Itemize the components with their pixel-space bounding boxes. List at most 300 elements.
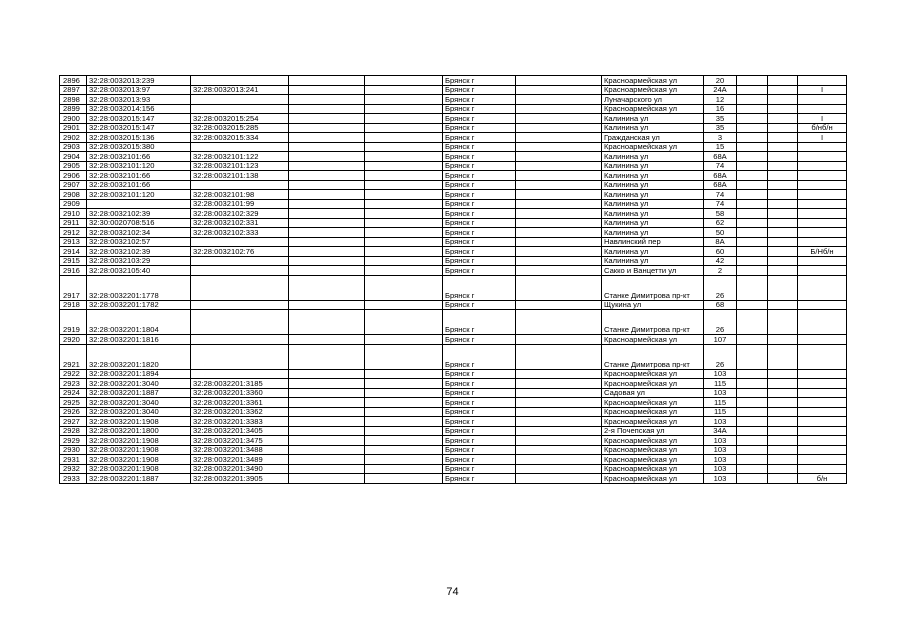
- table-cell: [768, 266, 798, 276]
- table-cell: Брянск г: [443, 436, 516, 446]
- table-cell: 2930: [60, 445, 87, 455]
- table-cell: [289, 426, 365, 436]
- table-cell: [289, 266, 365, 276]
- table-cell: Брянск г: [443, 133, 516, 143]
- table-cell: Калинина ул: [602, 256, 704, 266]
- table-cell: 2929: [60, 436, 87, 446]
- table-cell: [289, 152, 365, 162]
- table-cell: [798, 142, 847, 152]
- table-row: [60, 445, 847, 455]
- table-cell: 34А: [704, 426, 737, 436]
- table-cell: [798, 426, 847, 436]
- table-cell: Брянск г: [443, 300, 516, 310]
- table-cell: 24А: [704, 85, 737, 95]
- table-row: [60, 474, 847, 484]
- table-cell: Б/Нб/н: [798, 247, 847, 257]
- table-cell: Брянск г: [443, 161, 516, 171]
- table-cell: 2916: [60, 266, 87, 276]
- table-cell: [289, 228, 365, 238]
- table-cell: 32:28:0032102:329: [191, 209, 289, 219]
- table-cell: [768, 142, 798, 152]
- table-cell: [768, 398, 798, 408]
- table-cell: 2918: [60, 300, 87, 310]
- address-table: [59, 75, 847, 484]
- table-cell: Брянск г: [443, 455, 516, 465]
- table-cell: [737, 436, 768, 446]
- table-cell: 32:28:0032101:120: [87, 161, 191, 171]
- table-cell: 32:28:0032101:138: [191, 171, 289, 181]
- table-cell: [516, 199, 602, 209]
- table-row: [60, 300, 847, 310]
- table-cell: [516, 426, 602, 436]
- table-cell: Красноармейская ул: [602, 379, 704, 389]
- table-cell: Брянск г: [443, 171, 516, 181]
- table-row: [60, 161, 847, 171]
- table-cell: 2909: [60, 199, 87, 209]
- table-cell: [516, 474, 602, 484]
- table-cell: [737, 455, 768, 465]
- table-cell: [737, 152, 768, 162]
- table-cell: 74: [704, 199, 737, 209]
- table-cell: [768, 247, 798, 257]
- table-cell: 32:28:0032201:1816: [87, 335, 191, 345]
- table-cell: [768, 344, 798, 369]
- table-cell: Красноармейская ул: [602, 104, 704, 114]
- table-row: [60, 335, 847, 345]
- table-row: [60, 199, 847, 209]
- table-cell: [768, 417, 798, 427]
- table-cell: [737, 218, 768, 228]
- table-cell: [365, 152, 443, 162]
- table-cell: [768, 76, 798, 86]
- table-cell: Калинина ул: [602, 152, 704, 162]
- table-cell: Сакко и Ванцетти ул: [602, 266, 704, 276]
- table-cell: [191, 266, 289, 276]
- table-cell: [516, 335, 602, 345]
- table-cell: 32:28:0032201:3040: [87, 407, 191, 417]
- table-cell: [737, 388, 768, 398]
- table-cell: [737, 398, 768, 408]
- table-cell: [737, 426, 768, 436]
- table-cell: [737, 85, 768, 95]
- table-cell: 2926: [60, 407, 87, 417]
- table-cell: [737, 133, 768, 143]
- table-cell: [365, 436, 443, 446]
- table-cell: [289, 180, 365, 190]
- table-cell: Калинина ул: [602, 218, 704, 228]
- table-cell: Красноармейская ул: [602, 464, 704, 474]
- table-cell: 74: [704, 190, 737, 200]
- table-cell: Брянск г: [443, 275, 516, 300]
- table-body: [60, 76, 847, 484]
- table-cell: [737, 209, 768, 219]
- table-cell: Красноармейская ул: [602, 369, 704, 379]
- table-cell: 50: [704, 228, 737, 238]
- table-cell: [798, 464, 847, 474]
- table-row: [60, 436, 847, 446]
- table-cell: [798, 199, 847, 209]
- table-cell: 103: [704, 369, 737, 379]
- table-cell: [365, 228, 443, 238]
- table-row: [60, 190, 847, 200]
- table-cell: [798, 455, 847, 465]
- table-cell: 32:28:0032013:93: [87, 95, 191, 105]
- table-cell: 32:28:0032201:1894: [87, 369, 191, 379]
- table-cell: 32:28:0032102:39: [87, 247, 191, 257]
- table-cell: 2928: [60, 426, 87, 436]
- table-cell: [737, 256, 768, 266]
- table-cell: 103: [704, 464, 737, 474]
- table-cell: [365, 104, 443, 114]
- table-cell: [365, 85, 443, 95]
- table-cell: 68: [704, 300, 737, 310]
- table-cell: [516, 161, 602, 171]
- table-cell: [289, 76, 365, 86]
- table-cell: 2920: [60, 335, 87, 345]
- table-cell: Брянск г: [443, 190, 516, 200]
- table-cell: Калинина ул: [602, 190, 704, 200]
- table-cell: [365, 474, 443, 484]
- table-cell: [737, 161, 768, 171]
- table-cell: [516, 369, 602, 379]
- table-cell: [365, 426, 443, 436]
- table-cell: [289, 95, 365, 105]
- table-cell: [798, 95, 847, 105]
- table-cell: Станке Димитрова пр-кт: [602, 275, 704, 300]
- table-cell: [798, 218, 847, 228]
- table-row: [60, 133, 847, 143]
- table-cell: Красноармейская ул: [602, 407, 704, 417]
- table-cell: 32:28:0032101:122: [191, 152, 289, 162]
- table-cell: Красноармейская ул: [602, 85, 704, 95]
- table-cell: [798, 209, 847, 219]
- table-cell: 35: [704, 123, 737, 133]
- table-cell: [737, 417, 768, 427]
- table-cell: [768, 190, 798, 200]
- table-cell: [737, 123, 768, 133]
- table-cell: [516, 417, 602, 427]
- table-cell: [768, 199, 798, 209]
- table-cell: 32:28:0032101:98: [191, 190, 289, 200]
- table-cell: [516, 123, 602, 133]
- table-cell: [737, 310, 768, 335]
- table-cell: 32:28:0032015:147: [87, 114, 191, 124]
- table-row: [60, 369, 847, 379]
- table-cell: [798, 344, 847, 369]
- table-cell: [768, 209, 798, 219]
- table-cell: 12: [704, 95, 737, 105]
- table-cell: Красноармейская ул: [602, 445, 704, 455]
- table-row: [60, 152, 847, 162]
- table-cell: [289, 398, 365, 408]
- table-row: [60, 95, 847, 105]
- table-cell: [289, 407, 365, 417]
- table-cell: [365, 142, 443, 152]
- table-cell: [768, 180, 798, 190]
- table-cell: 32:28:0032015:147: [87, 123, 191, 133]
- table-cell: 32:28:0032201:3362: [191, 407, 289, 417]
- table-cell: [768, 171, 798, 181]
- table-cell: [516, 379, 602, 389]
- table-cell: [798, 310, 847, 335]
- table-cell: [516, 275, 602, 300]
- table-cell: 60: [704, 247, 737, 257]
- table-cell: [365, 464, 443, 474]
- table-cell: Гражданская ул: [602, 133, 704, 143]
- table-cell: [191, 237, 289, 247]
- table-cell: Луначарского ул: [602, 95, 704, 105]
- table-cell: 115: [704, 398, 737, 408]
- table-cell: [516, 95, 602, 105]
- table-cell: Станке Димитрова пр-кт: [602, 310, 704, 335]
- table-cell: Брянск г: [443, 369, 516, 379]
- table-cell: 32:28:0032201:3360: [191, 388, 289, 398]
- table-cell: Брянск г: [443, 123, 516, 133]
- table-cell: [516, 300, 602, 310]
- table-cell: [516, 436, 602, 446]
- table-cell: [365, 114, 443, 124]
- table-cell: [798, 228, 847, 238]
- table-cell: [191, 344, 289, 369]
- table-cell: 2907: [60, 180, 87, 190]
- table-cell: [516, 209, 602, 219]
- table-cell: 2903: [60, 142, 87, 152]
- table-cell: Брянск г: [443, 95, 516, 105]
- table-cell: [737, 335, 768, 345]
- table-cell: 32:28:0032013:97: [87, 85, 191, 95]
- table-cell: 103: [704, 474, 737, 484]
- table-cell: Станке Димитрова пр-кт: [602, 344, 704, 369]
- table-cell: [768, 335, 798, 345]
- table-cell: [365, 123, 443, 133]
- table-row: [60, 426, 847, 436]
- table-cell: [289, 256, 365, 266]
- table-cell: 32:28:0032101:99: [191, 199, 289, 209]
- table-cell: [289, 369, 365, 379]
- table-cell: [191, 335, 289, 345]
- page-number: 74: [446, 586, 459, 598]
- table-cell: Брянск г: [443, 407, 516, 417]
- table-cell: [289, 275, 365, 300]
- table-cell: [768, 436, 798, 446]
- table-cell: [768, 95, 798, 105]
- table-cell: 2922: [60, 369, 87, 379]
- table-cell: 32:28:0032201:1908: [87, 417, 191, 427]
- table-cell: [289, 209, 365, 219]
- table-cell: [737, 76, 768, 86]
- table-cell: [289, 142, 365, 152]
- table-cell: 115: [704, 379, 737, 389]
- table-cell: 26: [704, 275, 737, 300]
- table-row: [60, 114, 847, 124]
- table-cell: [798, 104, 847, 114]
- table-cell: [798, 266, 847, 276]
- table-cell: Брянск г: [443, 218, 516, 228]
- table-cell: 2933: [60, 474, 87, 484]
- table-cell: [289, 104, 365, 114]
- table-cell: 2911: [60, 218, 87, 228]
- table-cell: 3: [704, 133, 737, 143]
- table-cell: 20: [704, 76, 737, 86]
- table-cell: [289, 417, 365, 427]
- table-cell: [737, 171, 768, 181]
- table-cell: [737, 95, 768, 105]
- table-cell: 32:28:0032201:3488: [191, 445, 289, 455]
- table-cell: [768, 455, 798, 465]
- table-cell: 2919: [60, 310, 87, 335]
- table-cell: 58: [704, 209, 737, 219]
- table-cell: [516, 85, 602, 95]
- table-cell: 35: [704, 114, 737, 124]
- table-cell: 32:28:0032015:380: [87, 142, 191, 152]
- table-cell: Брянск г: [443, 247, 516, 257]
- table-cell: 32:28:0032102:331: [191, 218, 289, 228]
- table-cell: 32:28:0032201:1820: [87, 344, 191, 369]
- table-cell: Брянск г: [443, 426, 516, 436]
- table-cell: [768, 114, 798, 124]
- table-cell: [798, 275, 847, 300]
- table-cell: 2897: [60, 85, 87, 95]
- table-row: [60, 76, 847, 86]
- table-cell: [365, 247, 443, 257]
- table-cell: [365, 275, 443, 300]
- table-cell: 32:28:0032101:66: [87, 171, 191, 181]
- table-row: [60, 85, 847, 95]
- table-cell: [516, 228, 602, 238]
- table-cell: Калинина ул: [602, 171, 704, 181]
- table-cell: 32:28:0032102:57: [87, 237, 191, 247]
- table-cell: Красноармейская ул: [602, 335, 704, 345]
- table-cell: 2898: [60, 95, 87, 105]
- table-cell: [768, 426, 798, 436]
- table-cell: 32:28:0032101:123: [191, 161, 289, 171]
- table-cell: [516, 344, 602, 369]
- table-cell: 2902: [60, 133, 87, 143]
- table-cell: 103: [704, 436, 737, 446]
- table-cell: 32:28:0032201:3383: [191, 417, 289, 427]
- table-cell: [798, 190, 847, 200]
- table-cell: [737, 464, 768, 474]
- table-cell: [365, 417, 443, 427]
- table-cell: [516, 464, 602, 474]
- table-cell: [768, 256, 798, 266]
- table-cell: [798, 379, 847, 389]
- table-cell: [365, 445, 443, 455]
- table-cell: Брянск г: [443, 85, 516, 95]
- table-cell: [768, 133, 798, 143]
- table-cell: 8А: [704, 237, 737, 247]
- table-cell: [768, 152, 798, 162]
- table-cell: [737, 247, 768, 257]
- table-cell: I: [798, 114, 847, 124]
- table-cell: 26: [704, 344, 737, 369]
- table-cell: [289, 133, 365, 143]
- table-cell: [516, 152, 602, 162]
- table-cell: [737, 300, 768, 310]
- table-cell: 32:28:0032102:39: [87, 209, 191, 219]
- table-cell: [737, 114, 768, 124]
- table-cell: [365, 344, 443, 369]
- table-cell: 68А: [704, 180, 737, 190]
- table-cell: Красноармейская ул: [602, 142, 704, 152]
- table-cell: 32:28:0032201:1908: [87, 455, 191, 465]
- table-row: [60, 398, 847, 408]
- table-cell: 107: [704, 335, 737, 345]
- table-cell: 32:28:0032015:285: [191, 123, 289, 133]
- table-cell: [516, 133, 602, 143]
- table-cell: [737, 237, 768, 247]
- table-cell: Красноармейская ул: [602, 455, 704, 465]
- table-cell: [365, 95, 443, 105]
- table-cell: 2-я Почепская ул: [602, 426, 704, 436]
- table-cell: [289, 455, 365, 465]
- table-cell: [191, 76, 289, 86]
- table-row: [60, 275, 847, 300]
- table-cell: [516, 266, 602, 276]
- table-cell: 2910: [60, 209, 87, 219]
- table-cell: 32:28:0032201:3905: [191, 474, 289, 484]
- table-cell: Калинина ул: [602, 228, 704, 238]
- table-cell: [768, 275, 798, 300]
- table-cell: [289, 310, 365, 335]
- table-cell: [798, 300, 847, 310]
- table-cell: [289, 379, 365, 389]
- table-cell: 32:28:0032101:66: [87, 152, 191, 162]
- table-cell: 2904: [60, 152, 87, 162]
- table-cell: 32:28:0032015:136: [87, 133, 191, 143]
- table-cell: 32:28:0032201:1887: [87, 474, 191, 484]
- table-cell: 2900: [60, 114, 87, 124]
- table-cell: Калинина ул: [602, 180, 704, 190]
- table-cell: 32:28:0032105:40: [87, 266, 191, 276]
- table-cell: 32:28:0032201:1908: [87, 464, 191, 474]
- table-cell: [516, 104, 602, 114]
- table-cell: Брянск г: [443, 445, 516, 455]
- table-row: [60, 455, 847, 465]
- table-cell: [737, 407, 768, 417]
- table-cell: [768, 310, 798, 335]
- table-cell: [768, 104, 798, 114]
- table-cell: Калинина ул: [602, 209, 704, 219]
- table-cell: [191, 310, 289, 335]
- table-cell: 2921: [60, 344, 87, 369]
- table-cell: [768, 85, 798, 95]
- table-cell: [516, 180, 602, 190]
- table-cell: [798, 237, 847, 247]
- table-cell: Калинина ул: [602, 199, 704, 209]
- table-cell: Брянск г: [443, 237, 516, 247]
- table-cell: 32:28:0032102:34: [87, 228, 191, 238]
- table-cell: [768, 407, 798, 417]
- table-cell: [516, 388, 602, 398]
- table-cell: [516, 455, 602, 465]
- table-cell: 32:28:0032103:29: [87, 256, 191, 266]
- table-cell: Брянск г: [443, 474, 516, 484]
- table-cell: Брянск г: [443, 335, 516, 345]
- table-cell: I: [798, 85, 847, 95]
- table-cell: [191, 142, 289, 152]
- table-cell: 103: [704, 388, 737, 398]
- table-cell: [516, 171, 602, 181]
- table-cell: [191, 256, 289, 266]
- table-cell: [737, 199, 768, 209]
- table-cell: 32:28:0032201:1887: [87, 388, 191, 398]
- table-cell: [289, 123, 365, 133]
- table-cell: 2915: [60, 256, 87, 266]
- table-cell: [516, 218, 602, 228]
- table-cell: [737, 379, 768, 389]
- table-cell: [516, 247, 602, 257]
